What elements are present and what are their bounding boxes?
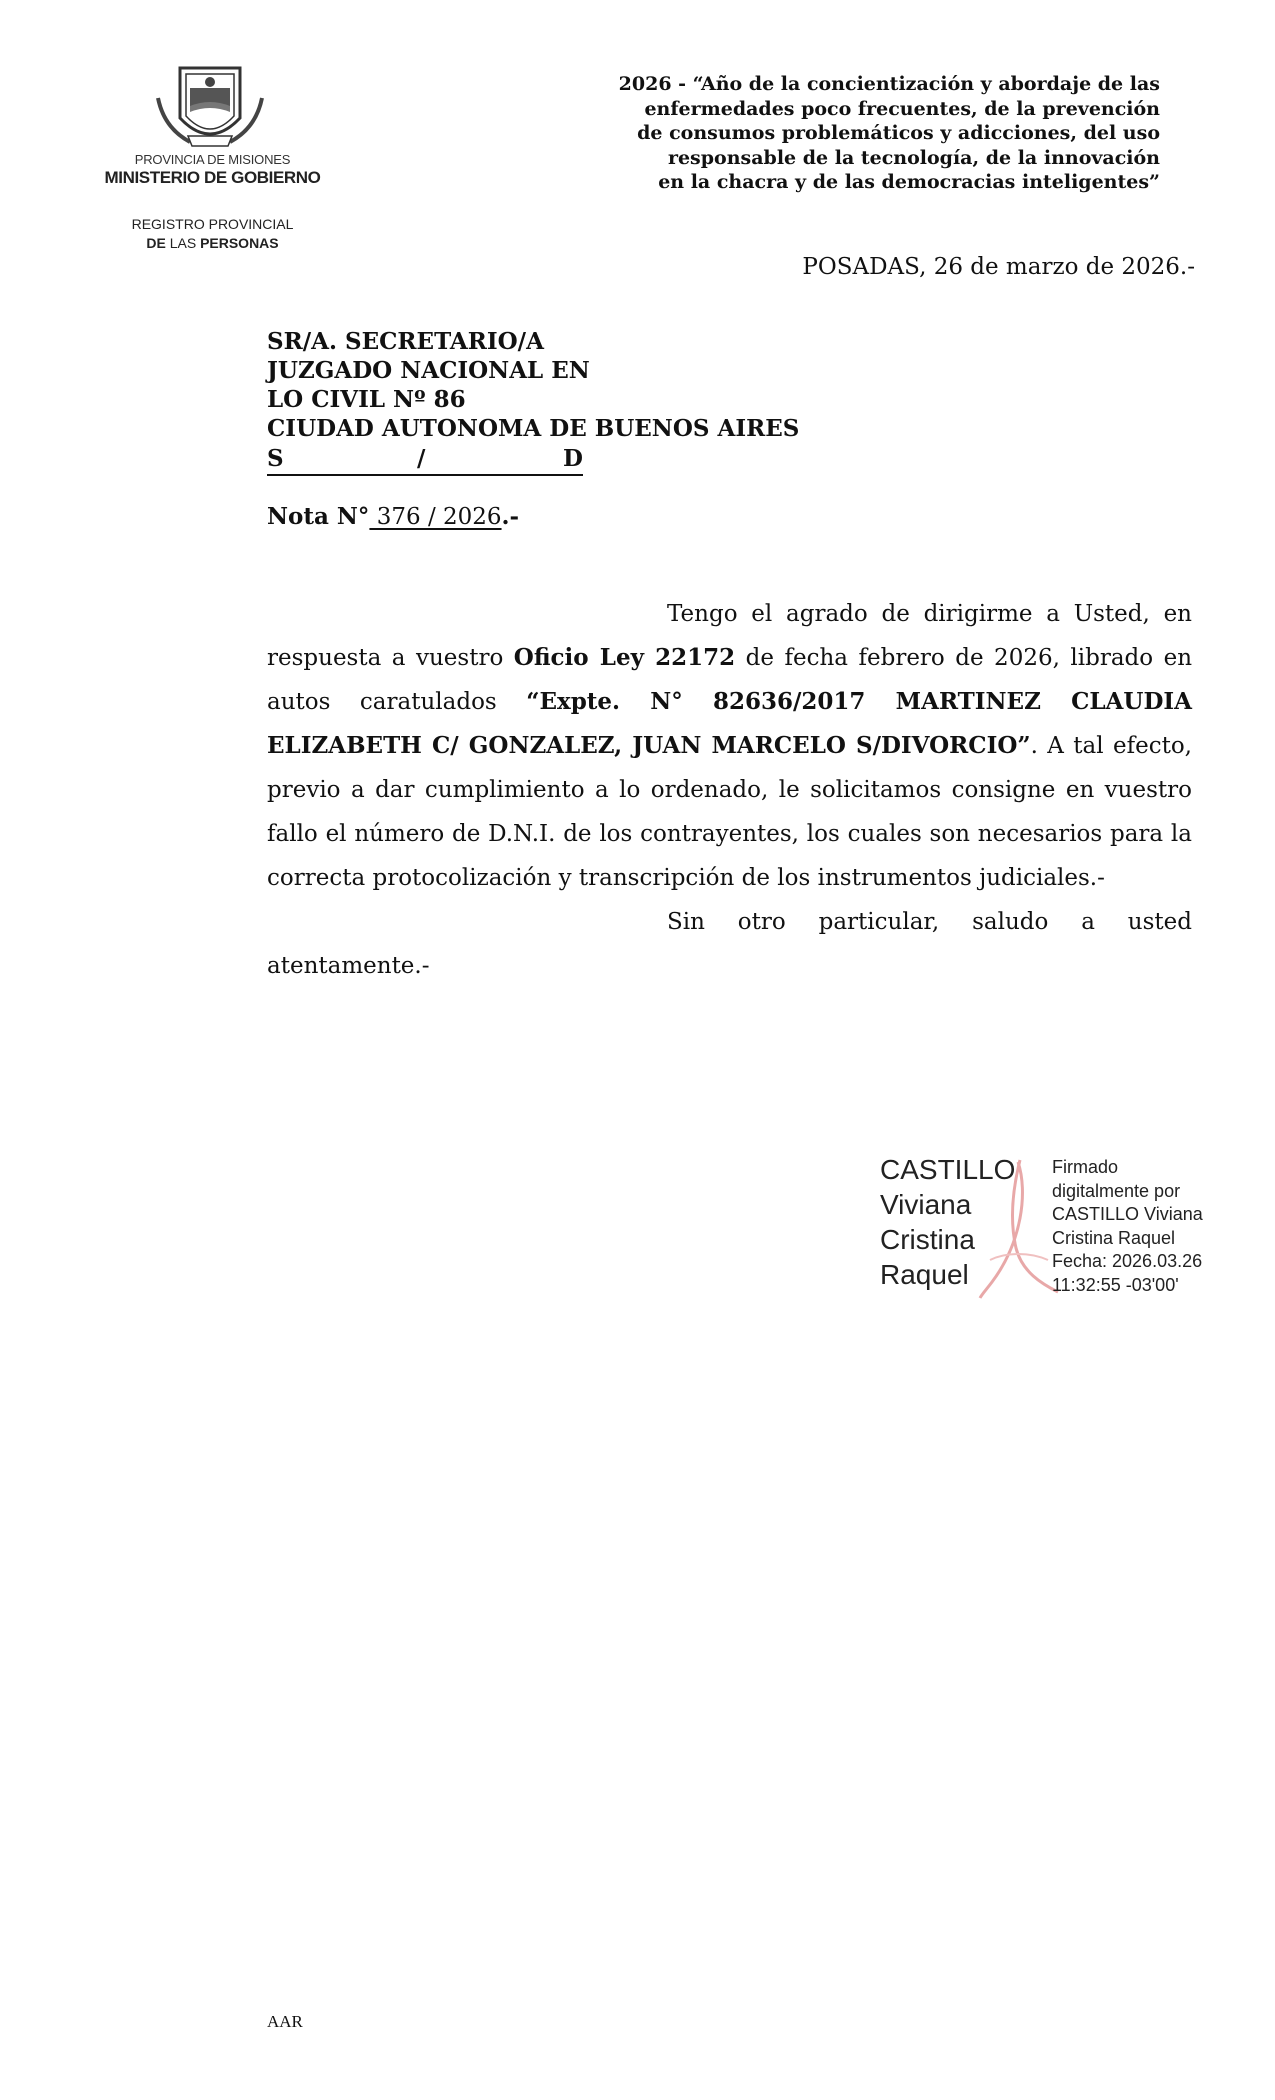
oficio-reference: Oficio Ley 22172 bbox=[513, 644, 736, 671]
case-reference: “Expte. N° 82636/2017 MARTINEZ CLAUDIA ELIZABETH C/ GONZALEZ, JUAN MARCELO S/DIVORCIO” bbox=[267, 688, 1193, 759]
signature-details: Firmado digitalmente por CASTILLO Viviana Cristina Raquel Fecha: 2026.03.26 11:32:55 -03'00' bbox=[1052, 1157, 1203, 1295]
note-number bbox=[267, 502, 519, 532]
body-paragraph-1: Tengo el agrado de dirigirme a Usted, en respuesta a vuestro Oficio Ley 22172 de fecha febrero de 2026, librado en autos caratulados “Expte. N° 82636/2017 MARTINEZ CLAUDIA ELIZABETH C/ GONZALEZ, JUAN MARCELO S/DIVORCIO”. A tal efecto, previo a dar cumplimiento a lo ordenado, le solicitamos consigne en vuestro fallo el número de D.N.I. de los contrayentes, los cuales son necesarios para la correcta protocolización y transcripción de los instrumentos judiciales.- bbox=[267, 601, 1193, 891]
body-paragraph-2: Sin otro particular, saludo a usted atentamente.- bbox=[267, 909, 1192, 979]
signature-mark-icon bbox=[972, 1152, 1062, 1302]
ministry-name: MINISTERIO DE GOBIERNO bbox=[104, 168, 321, 187]
letter-body bbox=[267, 592, 1192, 988]
motto-line: responsable de la tecnología, de la innovación bbox=[667, 146, 1160, 169]
signer-name: CASTILLO Viviana Cristina Raquel bbox=[880, 1154, 1016, 1290]
motto-line: de consumos problemáticos y adicciones, del uso bbox=[637, 122, 1160, 144]
registry-name-line1: REGISTRO PROVINCIAL bbox=[131, 216, 294, 232]
sd-s: S bbox=[267, 445, 284, 472]
year-motto bbox=[540, 72, 1160, 195]
motto-line: en la chacra y de las democracias inteligentes” bbox=[658, 171, 1160, 193]
sd-d: D bbox=[563, 445, 583, 472]
note-label: Nota N° bbox=[267, 503, 370, 530]
motto-line: 2026 - “Año de la concientización y abordaje de las bbox=[618, 73, 1160, 95]
typist-initials: AAR bbox=[267, 2012, 303, 2031]
place-and-date: POSADAS, 26 de marzo de 2026.- bbox=[802, 254, 1195, 280]
note-value: 376 / 2026 bbox=[369, 504, 502, 530]
registry-name-line2: DE LAS PERSONAS bbox=[146, 235, 279, 251]
provincial-seal-logo bbox=[150, 58, 270, 150]
motto-line: enfermedades poco frecuentes, de la prevención bbox=[644, 97, 1160, 120]
sd-slash: / bbox=[417, 445, 426, 472]
addressee-line-3: LO CIVIL Nº 86 bbox=[267, 386, 466, 413]
province-name: PROVINCIA DE MISIONES bbox=[134, 152, 291, 167]
note-suffix: .- bbox=[501, 503, 520, 530]
addressee-line-1: SR/A. SECRETARIO/A bbox=[267, 328, 544, 355]
su-despacho-line bbox=[267, 444, 583, 476]
digital-signature bbox=[880, 1150, 1210, 1300]
addressee-line-4: CIUDAD AUTONOMA DE BUENOS AIRES bbox=[267, 415, 800, 442]
addressee-line-2: JUZGADO NACIONAL EN bbox=[267, 357, 590, 384]
